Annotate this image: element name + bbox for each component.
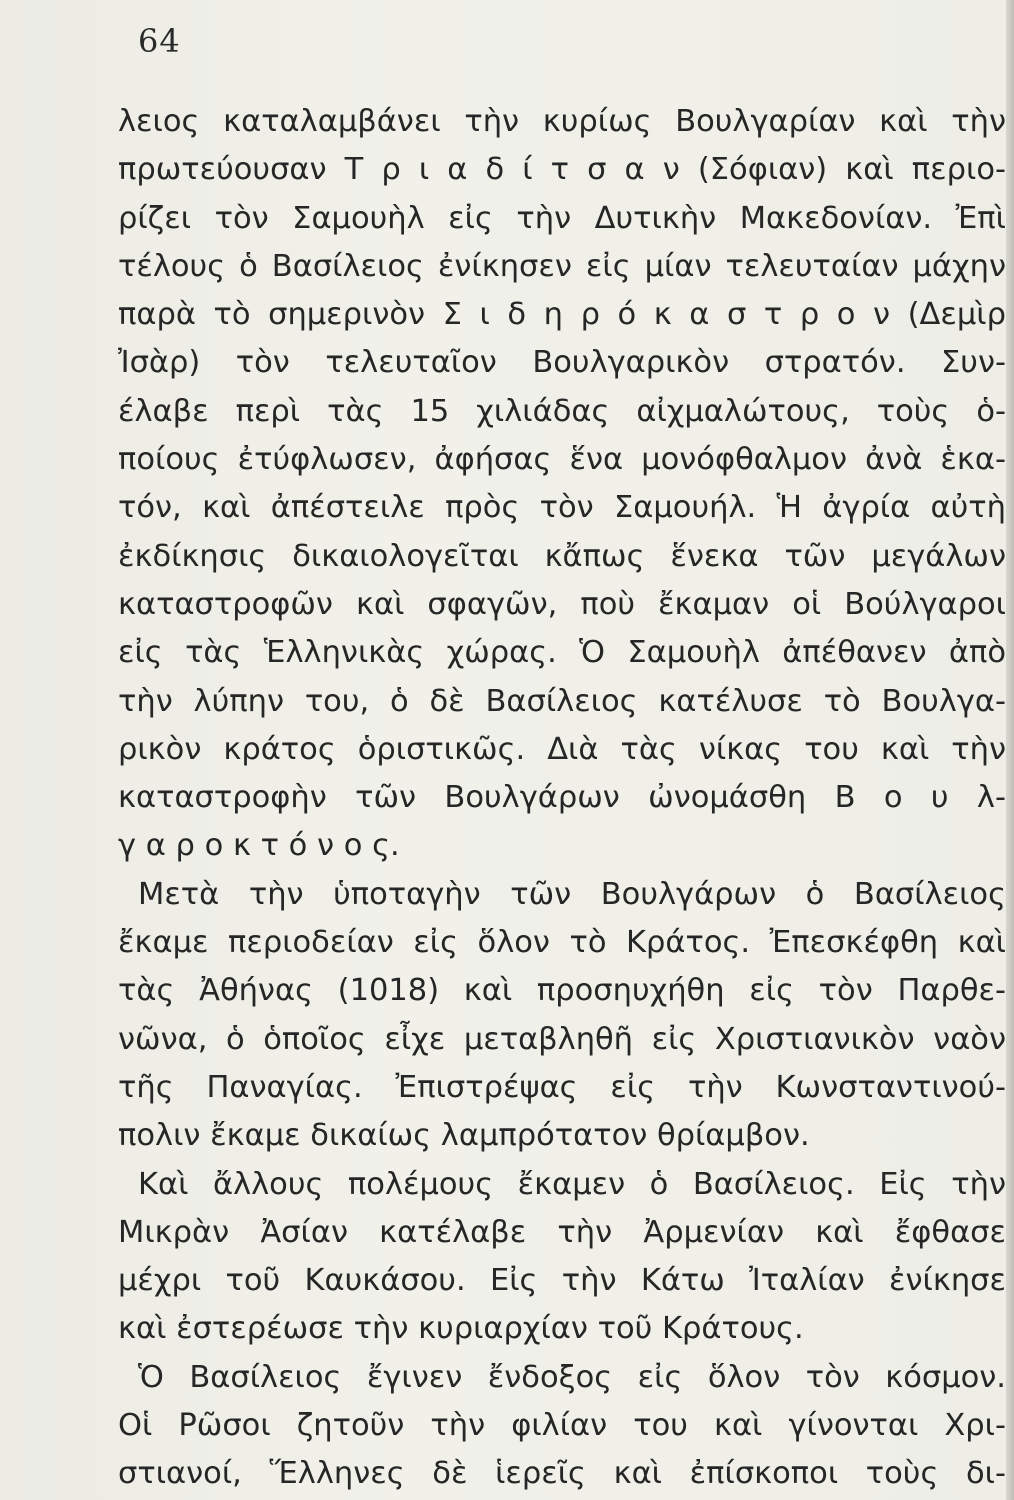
text-line: καὶ ἐστερέωσε τὴν κυριαρχίαν τοῦ Κράτους. — [118, 1311, 804, 1347]
text-line: πολιν ἔκαμε δικαίως λαμπρότατον θρίαμβον. — [118, 1118, 810, 1154]
text-line: τόν, καὶ ἀπέστειλε πρὸς τὸν Σαμουήλ. Ἡ ἀγρία αὐτὴ — [118, 490, 1006, 526]
text-line: εἰς τὰς Ἑλληνικὰς χώρας. Ὁ Σαμουὴλ ἀπέθανεν ἀπὸ — [118, 635, 1006, 671]
text-line: λειος καταλαμβάνει τὴν κυρίως Βουλγαρίαν καὶ τὴν — [118, 104, 1006, 139]
body-text — [118, 98, 1006, 1499]
text-line: τέλους ὁ Βασίλειος ἐνίκησεν εἰς μίαν τελευταίαν μάχην — [118, 248, 1006, 284]
text-line: ρίζει τὸν Σαμουὴλ εἰς τὴν Δυτικὴν Μακεδονίαν. Ἐπὶ — [118, 200, 1006, 236]
text-line: ἐκδίκησις δικαιολογεῖται κἄπως ἕνεκα τῶν μεγάλων — [118, 538, 1006, 574]
text-line: τὴν λύπην του, ὁ δὲ Βασίλειος κατέλυσε τὸ Βουλγα- — [118, 683, 1006, 719]
text-line: Μετὰ τὴν ὑποταγὴν τῶν Βουλγάρων ὁ Βασίλειος — [138, 876, 1006, 912]
text-line: ρικὸν κράτος ὁριστικῶς. Διὰ τὰς νίκας του καὶ τὴν — [118, 731, 1006, 767]
text-line: Ἰσὰρ) τὸν τελευταῖον Βουλγαρικὸν στρατόν. Συν- — [118, 345, 1006, 381]
text-line: γ α ρ ο κ τ ό ν ο ς. — [118, 828, 400, 864]
text-line: παρὰ τὸ σημερινὸν Σ ι δ η ρ ό κ α σ τ ρ ο ν (Δεμὶρ — [118, 297, 1006, 333]
text-line: νῶνα, ὁ ὁποῖος εἶχε μεταβληθῆ εἰς Χριστιανικὸν ναὸν — [118, 1021, 1006, 1057]
page-edge-shadow — [1006, 0, 1014, 1500]
text-line: έλαβε περὶ τὰς 15 χιλιάδας αἰχμαλώτους, τοὺς ὁ- — [118, 393, 1006, 429]
text-line: ποίους ἐτύφλωσεν, ἀφήσας ἕνα μονόφθαλμον ἀνὰ ἑκα- — [118, 442, 1006, 478]
text-line: Μικρὰν Ἀσίαν κατέλαβε τὴν Ἀρμενίαν καὶ ἔφθασε — [118, 1214, 1006, 1250]
text-line: καταστροφῶν καὶ σφαγῶν, ποὺ ἔκαμαν οἱ Βούλγαροι — [118, 586, 1006, 622]
text-line: Καὶ ἄλλους πολέμους ἔκαμεν ὁ Βασίλειος. Εἰς τὴν — [138, 1166, 1006, 1202]
text-line: ἔκαμε περιοδείαν εἰς ὅλον τὸ Κράτος. Ἐπεσκέφθη καὶ — [118, 925, 1006, 961]
text-line: τὰς Ἀθήνας (1018) καὶ προσηυχήθη εἰς τὸν Παρθε- — [118, 973, 1006, 1009]
text-line: Οἱ Ρῶσοι ζητοῦν τὴν φιλίαν του καὶ γίνονται Χρι- — [118, 1408, 1006, 1444]
page-number: 64 — [138, 22, 181, 60]
text-line: στιανοί, Ἕλληνες δὲ ἱερεῖς καὶ ἐπίσκοποι τοὺς δι- — [118, 1456, 1006, 1492]
text-line: μέχρι τοῦ Καυκάσου. Εἰς τὴν Κάτω Ἰταλίαν ἐνίκησε — [118, 1263, 1006, 1299]
text-line: Ὁ Βασίλειος ἔγινεν ἔνδοξος εἰς ὅλον τὸν κόσμον. — [138, 1359, 1006, 1395]
text-line: καταστροφὴν τῶν Βουλγάρων ὠνομάσθη Β ο υ λ- — [118, 780, 1006, 816]
text-line: πρωτεύουσαν Τ ρ ι α δ ί τ σ α ν (Σόφιαν) καὶ περιο- — [118, 152, 1006, 188]
text-line: τῆς Παναγίας. Ἐπιστρέψας εἰς τὴν Κωνσταντινού- — [118, 1069, 1006, 1105]
